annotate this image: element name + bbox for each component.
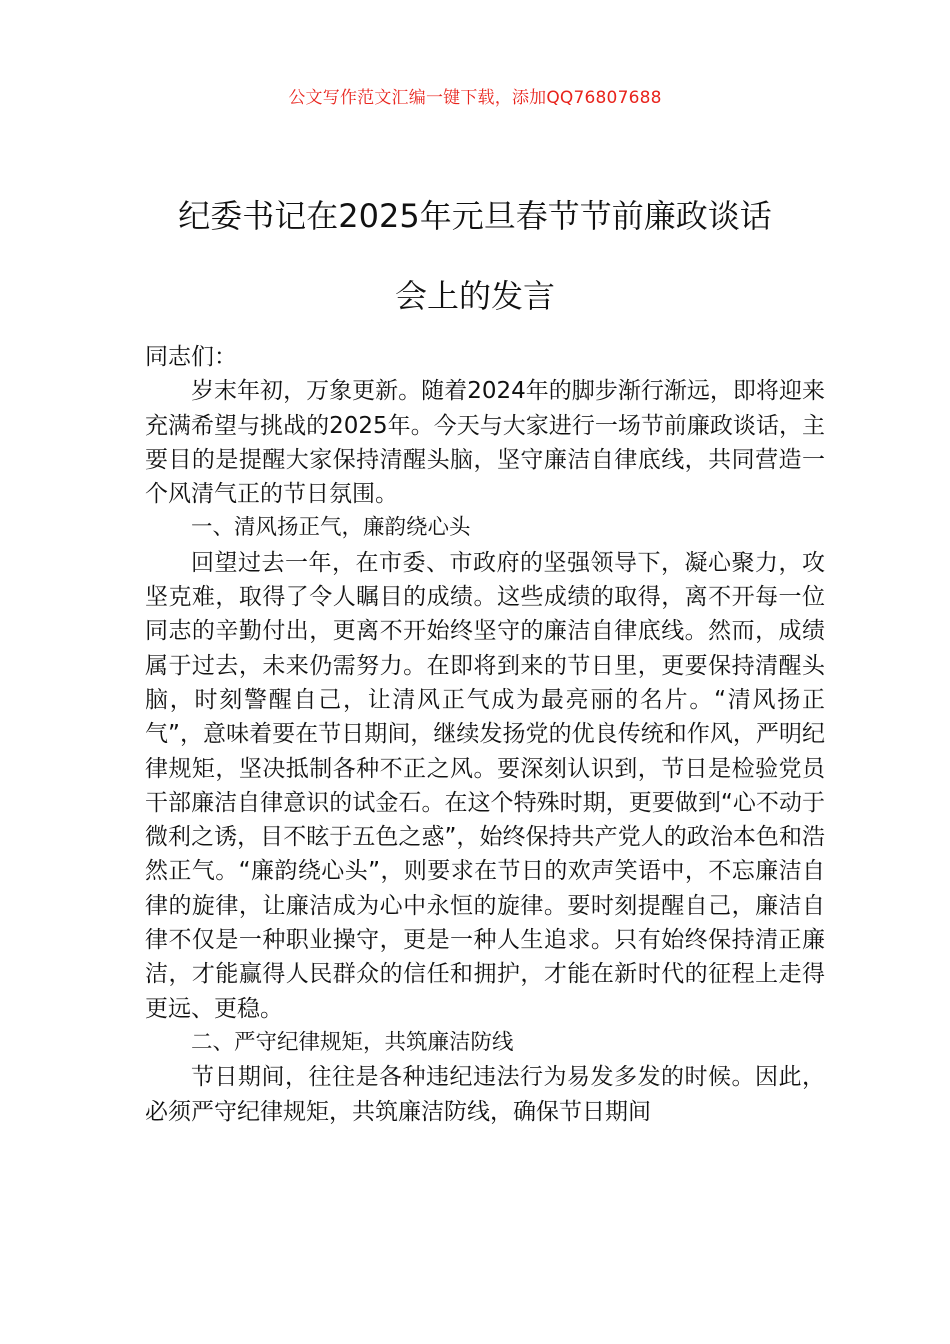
salutation: 同志们：	[145, 344, 237, 370]
section-2-paragraph: 节日期间，往往是各种违纪违法行为易发多发的时候。因此，必须严守纪律规矩，共筑廉洁防线，确保节日期间	[145, 1064, 825, 1125]
section-1-heading: 一、清风扬正气，廉韵绕心头	[191, 515, 471, 541]
section-2-heading: 二、严守纪律规矩，共筑廉洁防线	[191, 1029, 514, 1055]
document-title-line-2: 会上的发言	[394, 277, 555, 315]
document-body	[145, 340, 825, 1129]
section-1-paragraph: 回望过去一年，在市委、市政府的坚强领导下，凝心聚力，攻坚克难，取得了令人瞩目的成绩。这些成绩的取得，离不开每一位同志的辛勤付出，更离不开始终坚守的廉洁自律底线。然而，成绩属于过去，未来仍需努力。在即将到来的节日里，更要保持清醒头脑，时刻警醒自己，让清风正气成为最亮丽的名片。“清风扬正气”，意味着要在节日期间，继续发扬党的优良传统和作风，严明纪律规矩，坚决抵制各种不正之风。要深刻认识到，节日是检验党员干部廉洁自律意识的试金石。在这个特殊时期，更要做到“心不动于微利之诱，目不眩于五色之惑”，始终保持共产党人的政治本色和浩然正气。“廉韵绕心头”，则要求在节日的欢声笑语中，不忘廉洁自律的旋律，让廉洁成为心中永恒的旋律。要时刻提醒自己，廉洁自律不仅是一种职业操守，更是一种人生追求。只有始终保持清正廉洁，才能赢得人民群众的信任和拥护，才能在新时代的征程上走得更远、更稳。	[145, 549, 825, 1022]
download-promo-note: 公文写作范文汇编一键下载，添加QQ76807688	[288, 88, 662, 108]
intro-paragraph: 岁末年初，万象更新。随着2024年的脚步渐行渐远，即将迎来充满希望与挑战的2025年。今天与大家进行一场节前廉政谈话，主要目的是提醒大家保持清醒头脑，坚守廉洁自律底线，共同营造一个风清气正的节日氛围。	[145, 378, 825, 508]
document-title	[120, 176, 830, 336]
document-title-line-1: 纪委书记在2025年元旦春节节前廉政谈话	[178, 197, 772, 235]
